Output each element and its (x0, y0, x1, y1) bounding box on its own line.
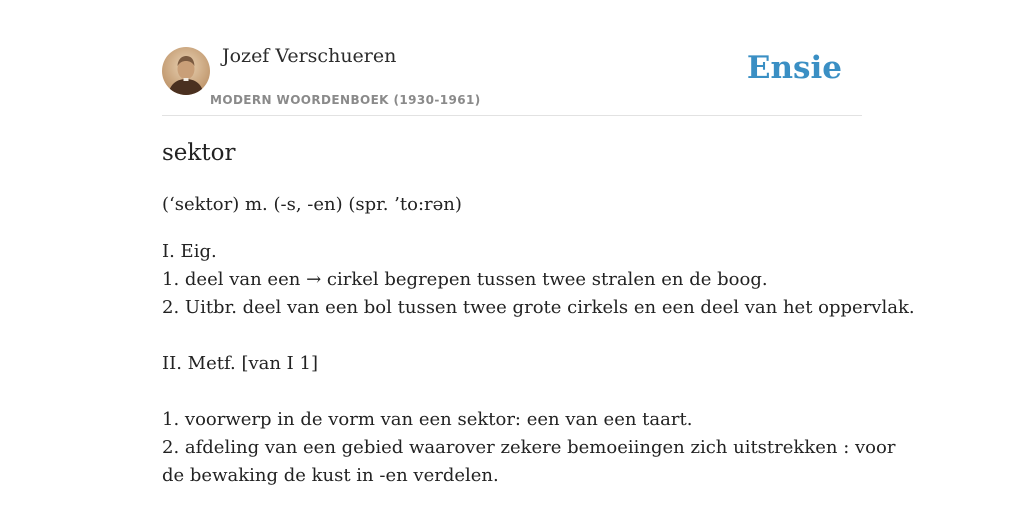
section-2-item-1: 1. voorwerp in de vorm van een sektor: een van een taart. (162, 409, 693, 430)
brand-logo[interactable]: Ensie (746, 50, 842, 86)
section-2-heading: II. Metf. [van I 1] (162, 353, 318, 374)
author-name[interactable]: Jozef Verschueren (222, 45, 397, 67)
cross-reference-arrow-icon[interactable]: → (306, 269, 322, 290)
entry-pronunciation: (‘sektor) m. (-s, -en) (spr. ’to:rən) (162, 194, 462, 215)
section-1-item-1 (162, 269, 768, 290)
section-1-heading: I. Eig. (162, 241, 217, 262)
header (162, 0, 862, 116)
section-2-item-2-line-2: de bewaking de kust in -en verdelen. (162, 465, 499, 486)
author-avatar[interactable] (162, 47, 210, 95)
source-label[interactable]: MODERN WOORDENBOEK (1930-1961) (210, 93, 481, 107)
cross-reference-link[interactable]: cirkel begrepen tussen twee stralen en de boog. (326, 269, 768, 290)
author-portrait (162, 47, 210, 95)
entry-title: sektor (162, 140, 236, 166)
section-1-item-1-text: 1. deel van een (162, 269, 301, 290)
section-1-item-2: 2. Uitbr. deel van een bol tussen twee grote cirkels en een deel van het oppervlak. (162, 297, 915, 318)
section-2-item-2-line-1: 2. afdeling van een gebied waarover zekere bemoeiingen zich uitstrekken : voor (162, 437, 896, 458)
